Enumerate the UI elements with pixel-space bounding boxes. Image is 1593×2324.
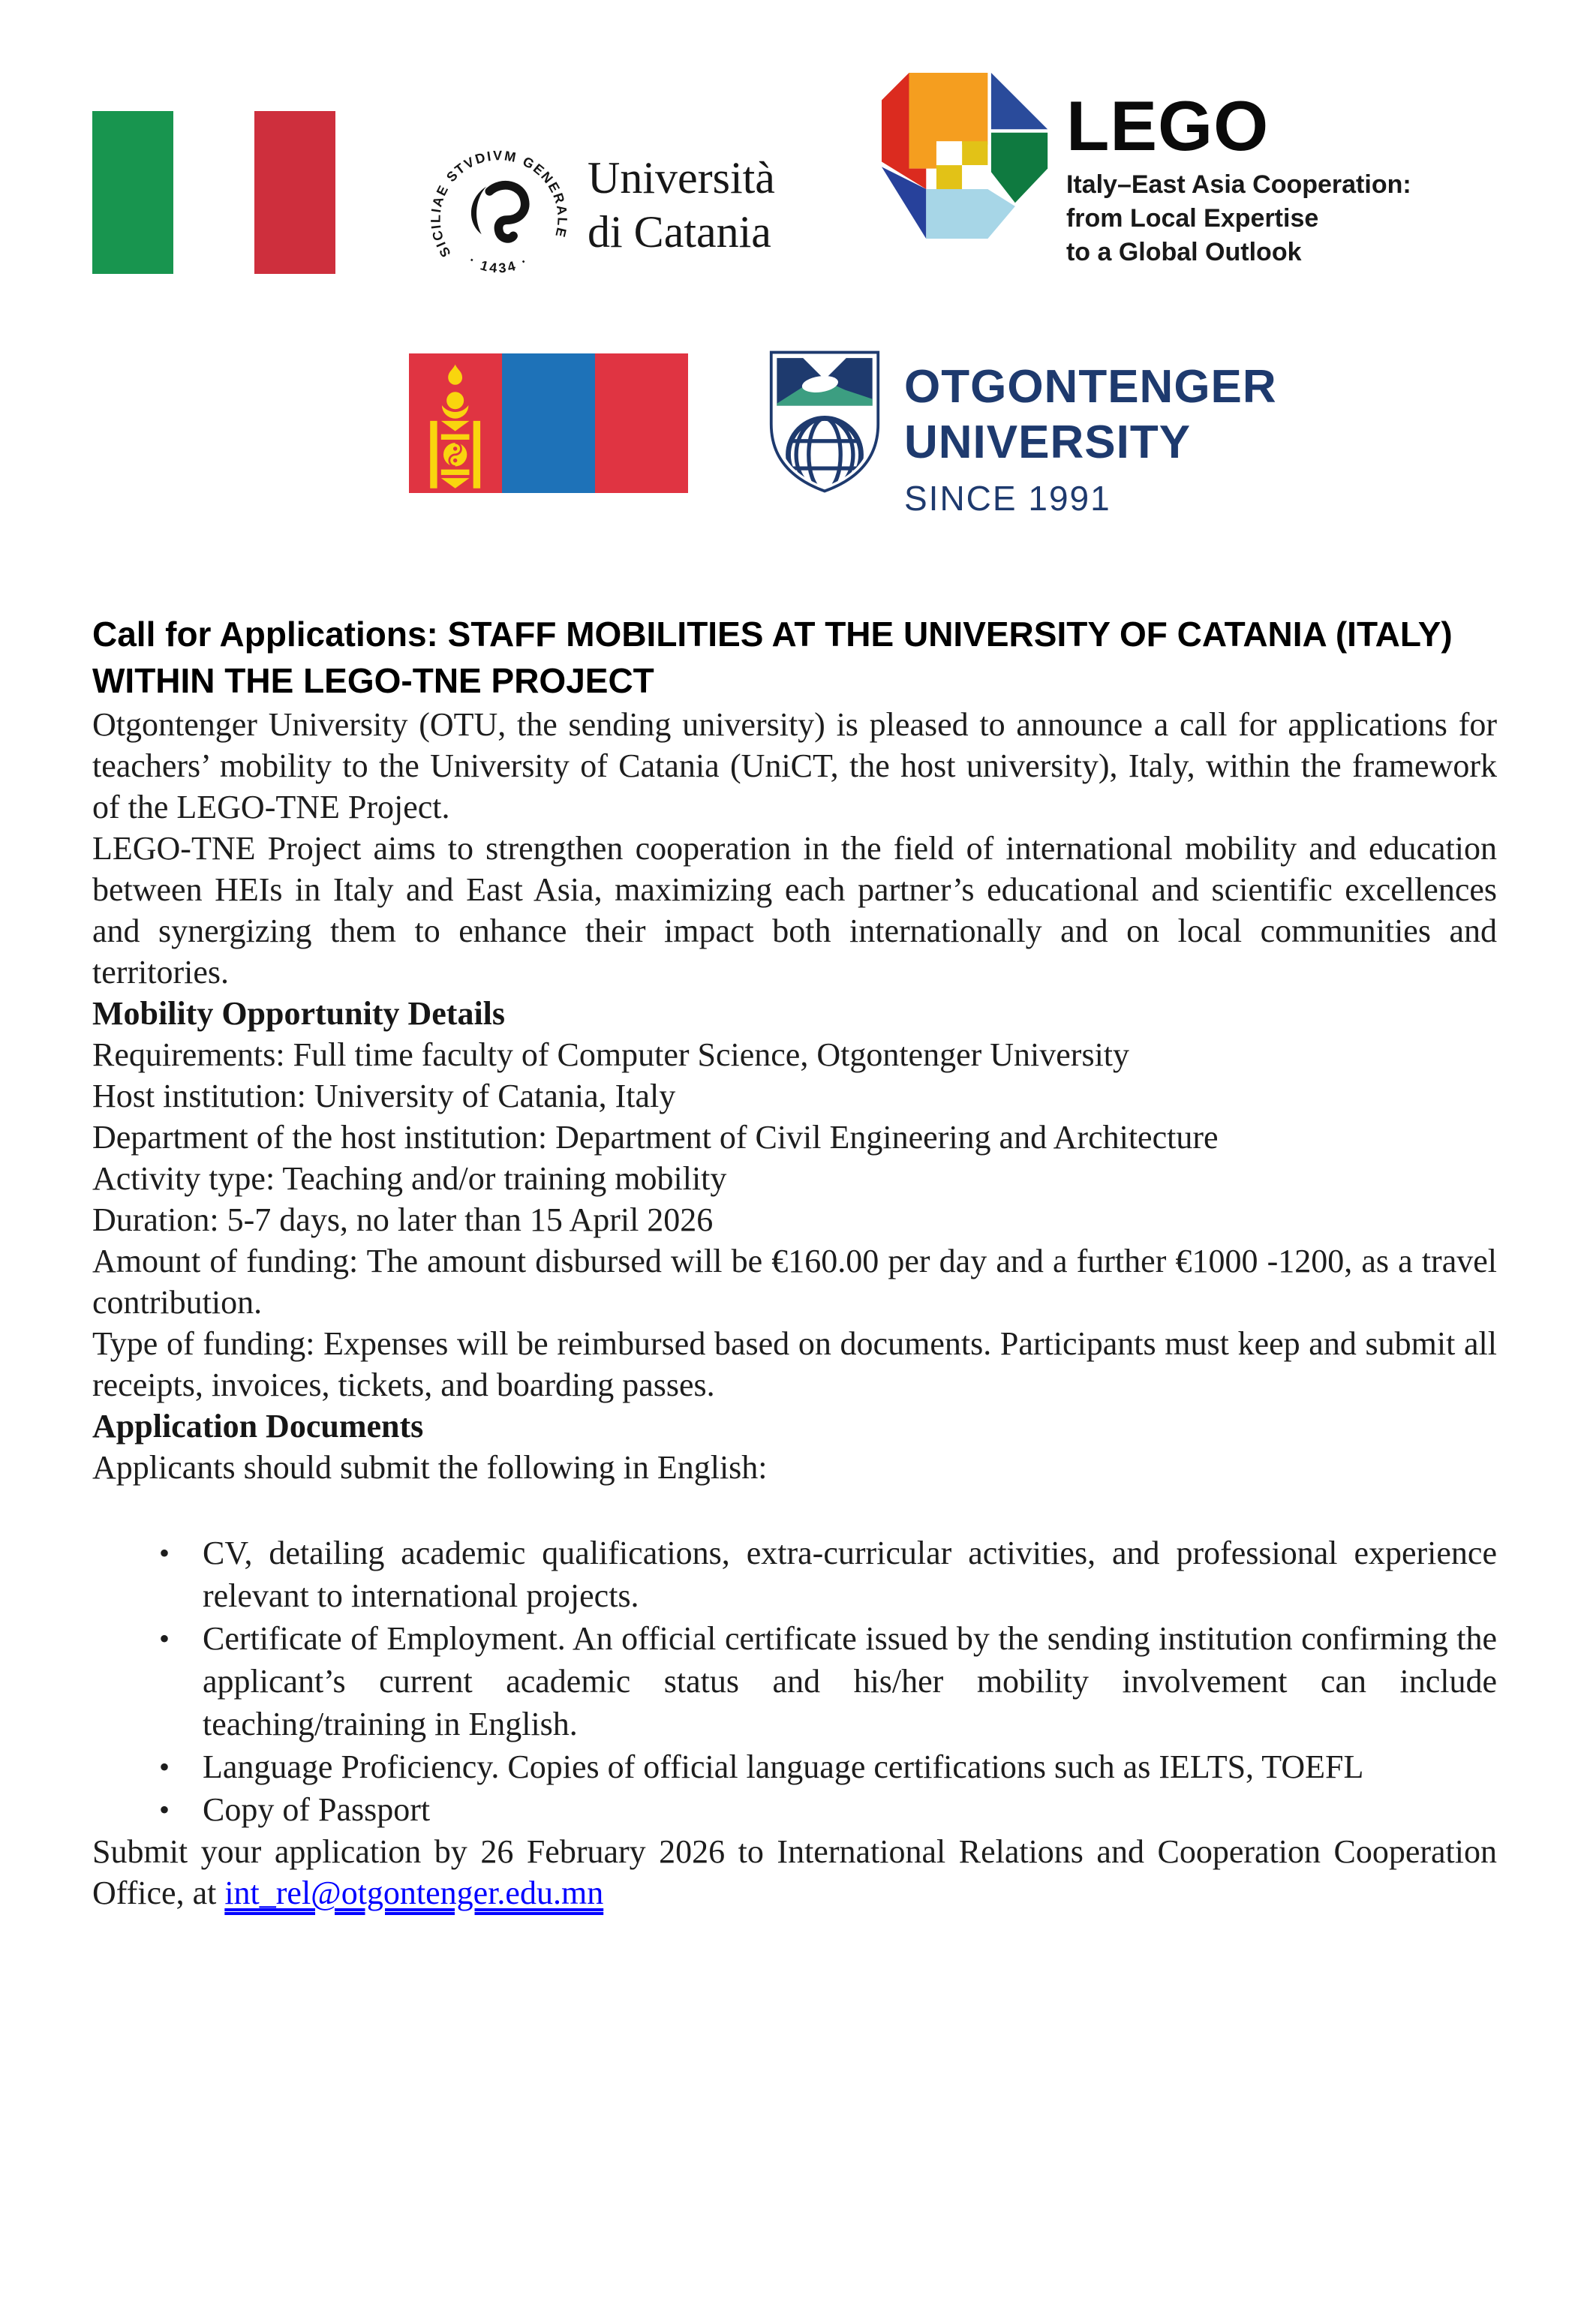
otu-name-line1: OTGONTENGER: [904, 361, 1277, 413]
bullet-item-certificate: • Certificate of Employment. An official certificate issued by the sending institution confirming the applicant’s current academic status and his/her mobility involvement can include teaching/training in English.: [203, 1617, 1497, 1745]
otgontenger-university-logo: [768, 349, 1277, 517]
detail-duration: Duration: 5-7 days, no later than 15 April 2026: [92, 1201, 714, 1238]
funding-amount-paragraph: Amount of funding: The amount disbursed will be €160.00 per day and a further €1000 -1200, as a travel contribution.: [92, 1243, 1497, 1321]
closing-text: Submit your application by 26 February 2026 to International Relations and Cooperation Cooperation Office, at: [92, 1833, 1497, 1911]
lego-cube-icon: [882, 71, 1053, 245]
lego-tagline-line1: Italy–East Asia Cooperation:: [1066, 170, 1411, 199]
unict-seal-year: · 1434 ·: [466, 252, 532, 276]
lego-tne-project-logo: [882, 71, 1411, 269]
detail-department: Department of the host institution: Department of Civil Engineering and Architecture: [92, 1119, 1219, 1156]
document-title: Call for Applications: STAFF MOBILITIES AT THE UNIVERSITY OF CATANIA (ITALY) WITHIN THE LEGO-TNE PROJECT: [92, 615, 1453, 700]
italy-flag-logo: [92, 111, 335, 274]
application-documents-list: [92, 1532, 1497, 1831]
svg-text:SICILIAE STVDIVM GENERALE: [428, 148, 570, 260]
detail-activity-type: Activity type: Teaching and/or training mobility: [92, 1160, 727, 1197]
applicants-intro: Applicants should submit the following in English:: [92, 1449, 768, 1486]
otu-since-label: SINCE 1991: [904, 479, 1111, 518]
bullet-item-cv: • CV, detailing academic qualifications, extra-curricular activities, and professional experience relevant to international projects.: [203, 1532, 1497, 1617]
logo-row-top: [0, 0, 1593, 298]
section-heading-documents: Application Documents: [92, 1408, 424, 1445]
funding-type-paragraph: Type of funding: Expenses will be reimbursed based on documents. Participants must keep and submit all receipts, invoices, tickets, and boarding passes.: [92, 1325, 1497, 1403]
lego-word: LEGO: [1066, 86, 1270, 165]
italy-flag-red-stripe: [254, 111, 335, 274]
bullet-item-language: • Language Proficiency. Copies of official language certifications such as IELTS, TOEFL: [203, 1745, 1497, 1788]
unict-name-line1: Università: [588, 153, 775, 203]
lego-tagline-line3: to a Global Outlook: [1066, 238, 1302, 266]
intro-paragraph-1: Otgontenger University (OTU, the sending university) is pleased to announce a call for applications for teachers’ mobility to the University of Catania (UniCT, the host university), Italy, within the framework of the LEGO-TNE Project.: [92, 706, 1497, 825]
lego-tagline-line2: from Local Expertise: [1066, 204, 1319, 233]
lego-wordmark: [1066, 86, 1411, 269]
closing-paragraph: [92, 1831, 1497, 1914]
unict-elephant-emblem-icon: [471, 185, 525, 239]
detail-host-institution: Host institution: University of Catania, Italy: [92, 1078, 676, 1114]
otu-name-line2: UNIVERSITY: [904, 416, 1192, 468]
bullet-item-passport: • Copy of Passport: [203, 1788, 1497, 1831]
italy-flag-white-stripe: [173, 111, 254, 274]
section-heading-mobility: Mobility Opportunity Details: [92, 995, 506, 1032]
unict-seal-motto: SICILIAE STVDIVM GENERALE: [428, 148, 570, 260]
document-content: [92, 611, 1497, 1914]
university-of-catania-logo: [419, 111, 775, 298]
unict-seal-icon: [419, 139, 579, 298]
svg-text:· 1434 ·: [466, 253, 531, 276]
otu-wordmark: [904, 359, 1277, 517]
mongolia-flag-logo: [409, 353, 688, 493]
unict-name-line2: di Catania: [588, 207, 771, 257]
email-link[interactable]: int_rel@otgontenger.edu.mn: [224, 1875, 604, 1911]
logo-row-bottom: [0, 353, 1593, 517]
lego-tagline: [1066, 168, 1411, 269]
detail-requirements: Requirements: Full time faculty of Computer Science, Otgontenger University: [92, 1036, 1130, 1073]
otu-shield-icon: [768, 349, 882, 495]
italy-flag-green-stripe: [92, 111, 173, 274]
intro-paragraph-2: LEGO-TNE Project aims to strengthen cooperation in the field of international mobility and education between HEIs in Italy and East Asia, maximizing each partner’s educational and scientific excellences and synergizing them to enhance their impact both internationally and on local communities and territories.: [92, 830, 1497, 991]
unict-wordmark: [588, 151, 775, 298]
